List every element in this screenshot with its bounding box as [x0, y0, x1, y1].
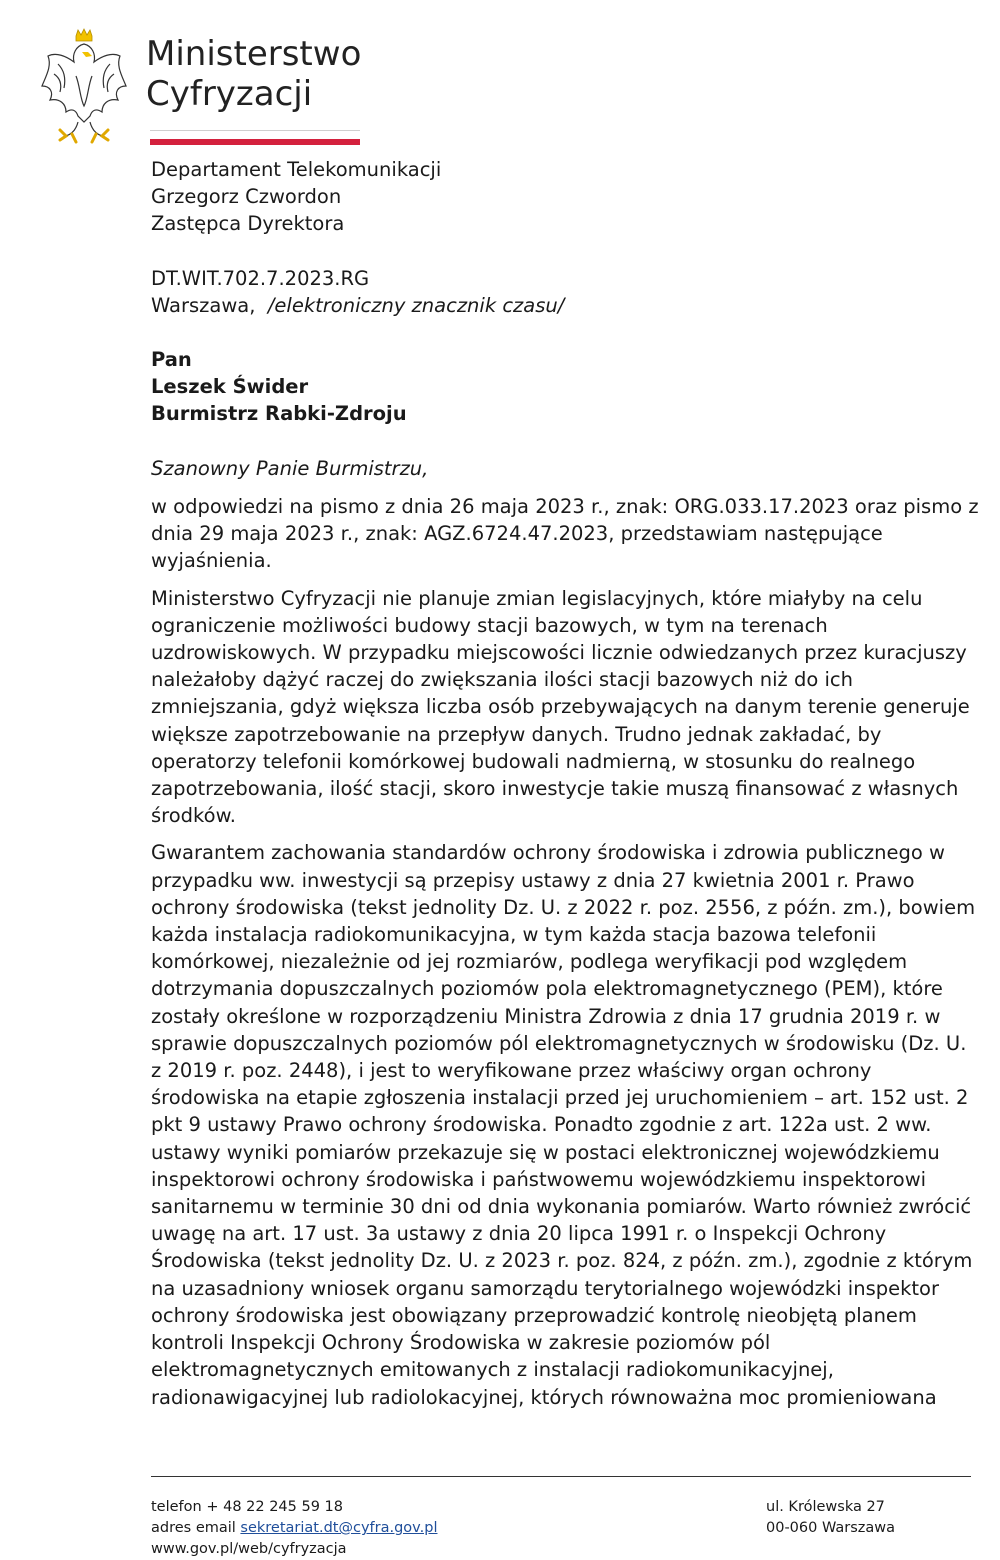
ministry-name-line2: Cyfryzacji [146, 74, 313, 114]
paragraph: Ministerstwo Cyfryzacji nie planuje zmian legislacyjnych, które miałyby na celu ograniczenie możliwości budowy stacji bazowych, w tym na terenach uzdrowiskowych. W przypadku miejscowości licznie odwiedzanych przez kuracjuszy należałoby dążyć raczej do zwiększania ilości stacji bazowych niż do ich zmniejszania, gdyż większa liczba osób przebywających na danym terenie generuje większe zapotrzebowanie na przepływ danych. Trudno jednak zakładać, by operatorzy telefonii komórkowej budowali nadmierną, w stosunku do realnego zapotrzebowania, ilość stacji, skoro inwestycje takie muszą finansować z własnych środków. [151, 586, 970, 828]
polish-flag-bar [150, 130, 360, 145]
footer-email-link[interactable]: sekretariat.dt@cyfra.gov.pl [240, 1520, 438, 1536]
footer-website[interactable]: www.gov.pl/web/cyfryzacja [151, 1541, 347, 1557]
footer-city: 00-060 Warszawa [766, 1520, 896, 1536]
paragraph: w odpowiedzi na pismo z dnia 26 maja 2023 r., znak: ORG.033.17.2023 oraz pismo z dnia 29 maja 2023 r., znak: AGZ.6724.47.2023, przedstawiam następujące wyjaśnienia. [151, 495, 979, 573]
place: Warszawa, [151, 294, 256, 317]
letter-body [151, 493, 981, 1421]
footer-contact [151, 1497, 437, 1560]
footer-phone: telefon + 48 22 245 59 18 [151, 1499, 344, 1515]
flag-red-stripe [150, 139, 360, 145]
timestamp-note: /elektroniczny znacznik czasu/ [267, 294, 565, 317]
sender-title: Zastępca Dyrektora [151, 212, 345, 235]
footer-street: ul. Królewska 27 [766, 1499, 885, 1515]
footer-divider [151, 1476, 971, 1477]
recipient-name: Leszek Świder [151, 375, 309, 398]
footer-email-label: adres email [151, 1520, 236, 1536]
polish-eagle-icon [36, 26, 132, 146]
place-date [151, 292, 564, 319]
recipient-title: Burmistrz Rabki-Zdroju [151, 402, 407, 425]
sender-name: Grzegorz Czwordon [151, 185, 342, 208]
sender-department: Departament Telekomunikacji [151, 158, 442, 181]
ministry-name [146, 34, 361, 114]
flag-white-stripe [150, 130, 360, 133]
recipient-salutation: Pan [151, 348, 192, 371]
footer-email-row [151, 1518, 437, 1539]
footer-address [766, 1497, 895, 1539]
paragraph: Gwarantem zachowania standardów ochrony środowiska i zdrowia publicznego w przypadku ww. inwestycji są przepisy ustawy z dnia 27 kwietnia 2001 r. Prawo ochrony środowiska (tekst jednolity Dz. U. z 2022 r. poz. 2556, z późn. zm.), bowiem każda instalacja radiokomunikacyjna, w tym każda stacja bazowa telefonii komórkowej, niezależnie od jej rozmiarów, podlega weryfikacji pod względem dotrzymania dopuszczalnych poziomów pola elektromagnetycznego (PEM), które zostały określone w rozporządzeniu Ministra Zdrowia z dnia 17 grudnia 2019 r. w sprawie dopuszczalnych poziomów pól elektromagnetycznych w środowisku (Dz. U. z 2019 r. poz. 2448), i jest to weryfikowane przez właściwy organ ochrony środowiska na etapie zgłoszenia instalacji przed jej uruchomieniem – art. 152 ust. 2 pkt 9 ustawy Prawo ochrony środowiska. Ponadto zgodnie z art. 122a ust. 2 ww. ustawy wyniki pomiarów przekazuje się w postaci elektronicznej wojewódzkiemu inspektorowi ochrony środowiska i państwowemu wojewódzkiemu inspektorowi sanitarnemu w terminie 30 dni od dnia wykonania pomiarów. Warto również zwrócić uwagę na art. 17 ust. 3a ustawy z dnia 20 lipca 1991 r. o Inspekcji Ochrony Środowiska (tekst jednolity Dz. U. z 2023 r. poz. 824, z późn. zm.), zgodnie z którym na uzasadniony wniosek organu samorządu terytorialnego wojewódzki inspektor ochrony środowiska jest obowiązany przeprowadzić kontrolę nieobjętą planem kontroli Inspekcji Ochrony Środowiska w zakresie poziomów pól elektromagnetycznych emitowanych z instalacji radiokomunikacyjnej, radionawigacyjnej lub radiolokacyjnej, których równoważna moc promieniowana [151, 841, 976, 1409]
recipient-block [151, 346, 407, 427]
ministry-name-line1: Ministerstwo [146, 34, 362, 74]
reference-number: DT.WIT.702.7.2023.RG [151, 267, 370, 290]
sender-block [151, 156, 441, 237]
reference-block [151, 265, 564, 319]
greeting: Szanowny Panie Burmistrzu, [151, 457, 429, 480]
